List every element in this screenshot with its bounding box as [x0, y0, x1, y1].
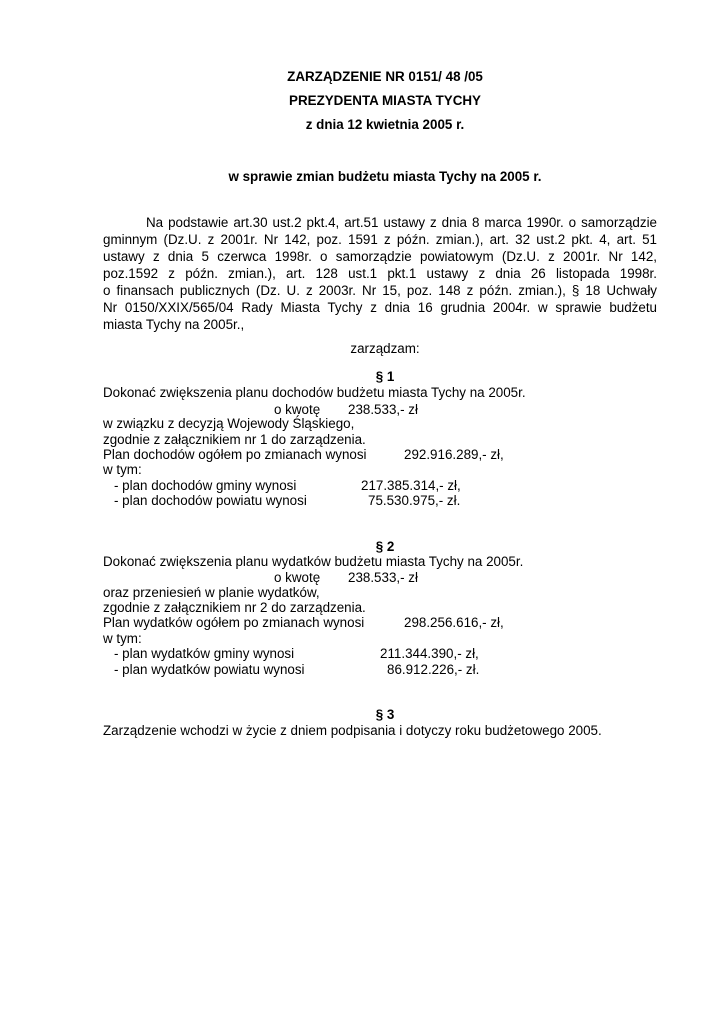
section-1-intro: w tym:: [103, 462, 142, 477]
decree-date: z dnia 12 kwietnia 2005 r.: [305, 117, 465, 132]
section-2-gmina-label: - plan wydatków gminy wynosi: [114, 646, 295, 661]
section-2-powiat-label: - plan wydatków powiatu wynosi: [114, 662, 305, 677]
section-1-line: w związku z decyzją Wojewody Śląskiego,: [103, 416, 355, 431]
preamble-line: poz.1592 z późn. zmian.), art. 128 ust.1 pkt.1 ustawy z dnia 26 listopada 1998r.: [103, 266, 657, 281]
section-1-total-value: 292.916.289,- zł,: [404, 447, 504, 462]
section-2-total-value: 298.256.616,- zł,: [404, 615, 504, 630]
preamble-line: o finansach publicznych (Dz. U. z 2003r. Nr 15, poz. 148 z późn. zmian.), § 18 Uchwały: [103, 283, 657, 298]
section-3-title: § 3: [375, 707, 395, 722]
section-3-text: Zarządzenie wchodzi w życie z dniem podpisania i dotyczy roku budżetowego 2005.: [103, 723, 602, 738]
section-1-powiat-value: 75.530.975,- zł.: [368, 493, 461, 508]
section-2-line: oraz przeniesień w planie wydatków,: [103, 585, 320, 600]
section-2-total-label: Plan wydatków ogółem po zmianach wynosi: [103, 615, 365, 630]
decree-number: ZARZĄDZENIE NR 0151/ 48 /05: [287, 69, 483, 84]
section-1-gmina-label: - plan dochodów gminy wynosi: [114, 478, 297, 493]
section-2-line: zgodnie z załącznikiem nr 2 do zarządzenia.: [103, 600, 366, 615]
issuer: PREZYDENTA MIASTA TYCHY: [289, 93, 481, 108]
section-2-line: Dokonać zwiększenia planu wydatków budżetu miasta Tychy na 2005r.: [103, 554, 524, 569]
section-1-amount: 238.533,- zł: [348, 402, 418, 417]
section-2-intro: w tym:: [103, 631, 142, 646]
preamble-line: Nr 0150/XXIX/565/04 Rady Miasta Tychy z dnia 16 grudnia 2004r. w sprawie budżetu: [103, 300, 657, 315]
section-2-powiat-value: 86.912.226,- zł.: [387, 662, 480, 677]
section-2-title: § 2: [375, 539, 395, 554]
decree-word: zarządzam:: [350, 341, 420, 356]
preamble-line: Na podstawie art.30 ust.2 pkt.4, art.51 ustawy z dnia 8 marca 1990r. o samorządzie: [146, 215, 657, 230]
section-1-amount-label: o kwotę: [274, 402, 321, 417]
section-2-amount-label: o kwotę: [274, 570, 321, 585]
section-1-powiat-label: - plan dochodów powiatu wynosi: [114, 493, 307, 508]
preamble-line: gminnym (Dz.U. z 2001r. Nr 142, poz. 1591 z późn. zmian.), art. 32 ust.2 pkt. 4, art. 51: [103, 232, 657, 247]
section-2-gmina-value: 211.344.390,- zł,: [380, 646, 479, 661]
subject-line: w sprawie zmian budżetu miasta Tychy na 2005 r.: [228, 169, 542, 184]
section-1-line: Dokonać zwiększenia planu dochodów budżetu miasta Tychy na 2005r.: [103, 385, 526, 400]
section-1-gmina-value: 217.385.314,- zł,: [361, 478, 461, 493]
preamble-line: ustawy z dnia 5 czerwca 1998r. o samorządzie powiatowym (Dz.U. z 2001r. Nr 142,: [103, 249, 657, 264]
section-1-title: § 1: [375, 369, 395, 384]
section-1-total-label: Plan dochodów ogółem po zmianach wynosi: [103, 447, 367, 462]
preamble-line: miasta Tychy na 2005r.,: [103, 317, 245, 332]
section-2-amount: 238.533,- zł: [348, 570, 418, 585]
section-1-line: zgodnie z załącznikiem nr 1 do zarządzenia.: [103, 432, 366, 447]
